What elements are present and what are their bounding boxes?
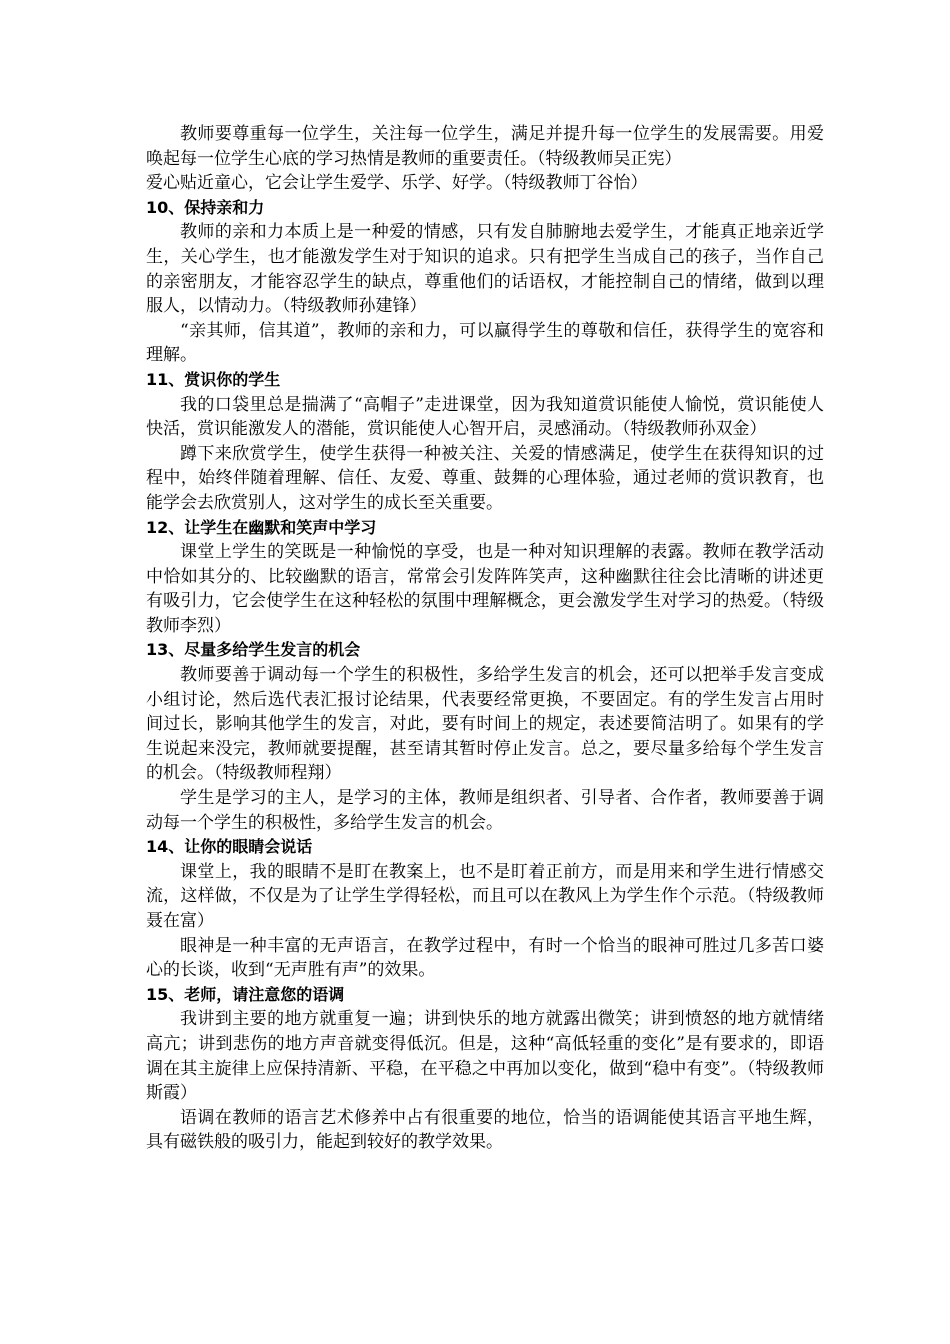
paragraph: 语调在教师的语言艺术修养中占有很重要的地位，恰当的语调能使其语言平地生辉，具有磁铁般的吸引力，能起到较好的教学效果。: [146, 1107, 824, 1153]
document-body: [146, 122, 824, 1155]
paragraph: 我讲到主要的地方就重复一遍；讲到快乐的地方就露出微笑；讲到愤怒的地方就情绪高亢；讲到悲伤的地方声音就变得低沉。但是，这种“高低轻重的变化”是有要求的，即语调在其主旋律上应保持清新、平稳，在平稳之中再加以变化，做到“稳中有变”。（特级教师斯霞）: [146, 1009, 824, 1104]
paragraph: 眼神是一种丰富的无声语言，在教学过程中，有时一个恰当的眼神可胜过几多苦口婆心的长谈，收到“无声胜有声”的效果。: [146, 935, 824, 981]
paragraph: 蹲下来欣赏学生，使学生获得一种被关注、关爱的情感满足，使学生在获得知识的过程中，始终伴随着理解、信任、友爱、尊重、鼓舞的心理体验，通过老师的赏识教育，也能学会去欣赏别人，这对学生的成长至关重要。: [146, 443, 824, 513]
paragraph: 我的口袋里总是揣满了“高帽子”走进课堂，因为我知道赏识能使人愉悦，赏识能使人快活，赏识能激发人的潜能，赏识能使人心智开启，灵感涌动。（特级教师孙双金）: [146, 394, 824, 440]
section-heading: 10、保持亲和力: [146, 197, 265, 217]
paragraph: 学生是学习的主人，是学习的主体，教师是组织者、引导者、合作者，教师要善于调动每一个学生的积极性，多给学生发言的机会。: [146, 788, 824, 833]
section-heading: 12、让学生在幽默和笑声中学习: [146, 517, 377, 537]
section-heading: 14、让你的眼睛会说话: [146, 837, 313, 857]
paragraph: 爱心贴近童心，它会让学生爱学、乐学、好学。（特级教师丁谷怡）: [146, 173, 648, 194]
section-heading: 15、老师，请注意您的语调: [146, 984, 345, 1004]
section-heading: 11、赏识你的学生: [146, 369, 281, 389]
section-heading: 13、尽量多给学生发言的机会: [146, 640, 361, 660]
paragraph: 教师要尊重每一位学生，关注每一位学生，满足并提升每一位学生的发展需要。用爱唤起每一位学生心底的学习热情是教师的重要责任。（特级教师吴正宪）: [146, 124, 824, 169]
paragraph: 课堂上学生的笑既是一种愉悦的享受，也是一种对知识理解的表露。教师在教学活动中恰如其分的、比较幽默的语言，常常会引发阵阵笑声，这种幽默往往会比清晰的讲述更有吸引力，它会使学生在这种轻松的氛围中理解概念，更会激发学生对学习的热爱。（特级教师李烈）: [146, 542, 824, 636]
paragraph: 教师的亲和力本质上是一种爱的情感，只有发自肺腑地去爱学生，才能真正地亲近学生，关心学生，也才能激发学生对于知识的追求。只有把学生当成自己的孩子，当作自己的亲密朋友，才能容忍学生的缺点，尊重他们的话语权，才能控制自己的情绪，做到以理服人，以情动力。（特级教师孙建锋）: [146, 222, 824, 317]
paragraph: 课堂上，我的眼睛不是盯在教案上，也不是盯着正前方，而是用来和学生进行情感交流，这样做，不仅是为了让学生学得轻松，而且可以在教风上为学生作个示范。（特级教师聂在富）: [146, 861, 824, 931]
paragraph: 教师要善于调动每一个学生的积极性，多给学生发言的机会，还可以把举手发言变成小组讨论，然后选代表汇报讨论结果，代表要经常更换，不要固定。有的学生发言占用时间过长，影响其他学生的发言，对此，要有时间上的规定，表述要简洁明了。如果有的学生说起来没完，教师就要提醒，甚至请其暂时停止发言。总之，要尽量多给每个学生发言的机会。（特级教师程翔）: [146, 665, 824, 784]
paragraph: “亲其师，信其道”，教师的亲和力，可以赢得学生的尊敬和信任，获得学生的宽容和理解。: [146, 320, 824, 366]
